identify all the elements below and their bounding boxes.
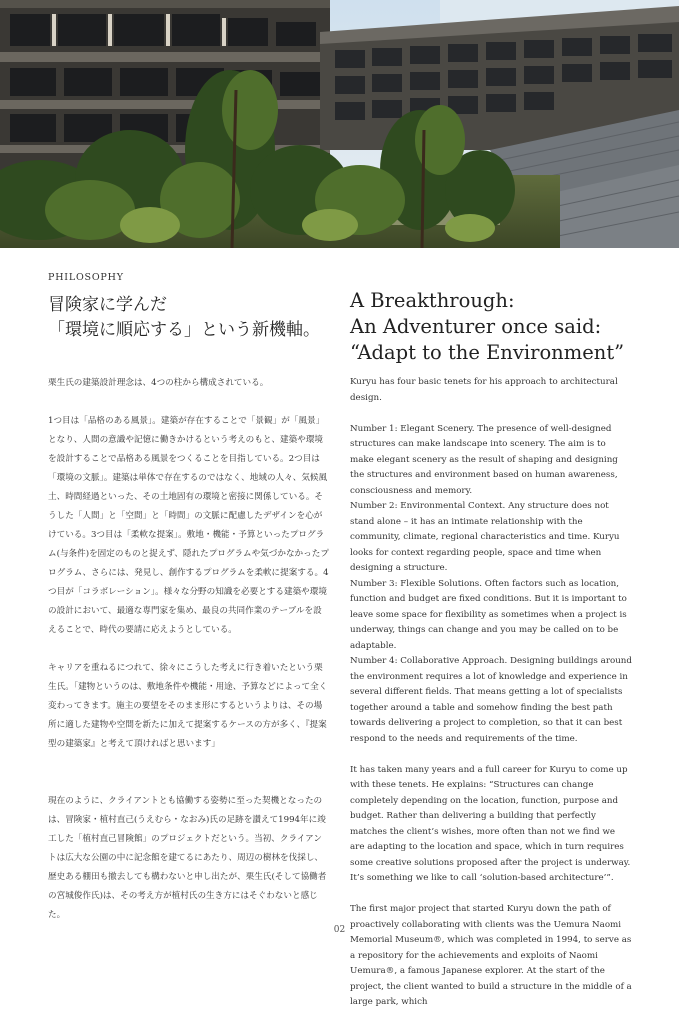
section-label: PHILOSOPHY (48, 272, 124, 283)
japanese-title-line-2: 「環境に順応する」という新機軸。 (48, 320, 320, 340)
en-paragraph-tenet-3: Number 3: Flexible Solutions. Often factors such as location, function and budget are fixed conditions. But it is important to leave some space for flexibility as sometimes when a project is underway, things can change and you may be called on to be adaptable. (350, 578, 627, 651)
jp-paragraph-tenets: 1つ目は「品格のある風景」。建築が存在することで「景観」が「風景」となり、人間の意識や記憶に働きかけるという考えのもと、建築や環境を設計することで品格ある風景をつくることを目指している。2つ目は「環境の文脈」。建築は単体で存在するのではなく、地域の人々、気候風土、時間経過といった、その土地固有の環境と密接に関係している。そうした「人間」と「空間」と「時間」の文脈に配慮したデザインを心がけている。3つ目は「柔軟な提案」。敷地・機能・予算といったプログラム(与条件)を固定のものと捉えず、隠れたプログラムや気づかなかったプログラム、さらには、発見し、創作するプログラムを柔軟に提案する。4つ目が「コラボレーション」。様々な分野の知識を必要とする建築や環境の設計において、最適な専門家を集め、最良の共同作業のテーブルを設えることで、時代の要請に応えようとしている。 (48, 416, 329, 635)
en-paragraph-tenet-4: Number 4: Collaborative Approach. Designing buildings around the environment requires a lot of knowledge and experience in several different fields. That means getting a lot of specialists together around a table and somehow finding the best path towards delivering a project to completion, so that it can best respond to the needs and requirements of the time. (350, 656, 632, 744)
jp-paragraph-project: 現在のように、クライアントとも協働する姿勢に至った契機となったのは、冒険家・植村直己(うえむら・なおみ)氏の足跡を讃えて1994年に竣工した「植村直己冒険館」のプロジェクトだという。当初、クライアントは広大な公園の中に記念館を建てるにあたり、周辺の樹林を伐採し、歴史ある棚田も撤去しても構わないと申し出たが、栗生氏(そして協働者の宮城俊作氏)は、その考え方が植村氏の生き方にはそぐわないと感じた。 (48, 796, 327, 920)
english-title-line-1: A Breakthrough: (350, 289, 515, 312)
japanese-title-line-1: 冒険家に学んだ (48, 295, 167, 315)
en-paragraph-intro: Kuryu has four basic tenets for his approach to architectural design. (350, 377, 618, 403)
page-number: 02 (333, 925, 346, 935)
jp-paragraph-intro: 栗生氏の建築設計理念は、4つの柱から構成されている。 (48, 378, 269, 388)
en-paragraph-tenet-2: Number 2: Environmental Context. Any structure does not stand alone – it has an intimate relationship with the community, climate, regional characteristics and time. Kuryu looks for context regarding people, space and time when designing a structure. (350, 501, 620, 573)
japanese-title (48, 293, 320, 343)
english-title-line-3: “Adapt to the Environment” (350, 341, 625, 364)
en-paragraph-tenet-1: Number 1: Elegant Scenery. The presence of well-designed structures can make landscape into scenery. The aim is to make elegant scenery as the result of shaping and designing the structures and environment based on human awareness, consciousness and memory. (350, 423, 618, 496)
jp-paragraph-career: キャリアを重ねるにつれて、徐々にこうした考えに行き着いたという栗生氏。「建物というのは、敷地条件や機能・用途、予算などによって全く変わってきます。施主の要望をそのまま形にするというよりは、その場所に適した建物や空間を新たに加えて提案するケースの方が多く、『提案型の建築家』と考えて頂ければと思います」 (48, 663, 328, 749)
hero-photo (0, 0, 679, 248)
en-paragraph-project: The first major project that started Kuryu down the path of proactively collaborating with clients was the Uemura Naomi Memorial Museum®, which was completed in 1994, to serve as a repository for the achievements and exploits of Naomi Uemura®, a famous Japanese explorer. At the start of the project, the client wanted to build a structure in the middle of a large park, which (350, 904, 632, 1007)
courtyard-illustration (0, 0, 679, 248)
english-body (350, 375, 632, 1011)
japanese-body (48, 374, 330, 925)
english-title-line-2: An Adventurer once said: (350, 315, 602, 338)
english-title (350, 288, 624, 366)
en-paragraph-career: It has taken many years and a full career for Kuryu to come up with these tenets. He explains: “Structures can change completely depending on the location, function, purpose and budget. Rather than delivering a building that perfectly matches the client’s wishes, more often than not we find we are adapting to the location and space, which in turn requires some creative solutions proposed after the project is underway. It’s something we like to call ‘solution-based architecture’”. (350, 764, 631, 883)
